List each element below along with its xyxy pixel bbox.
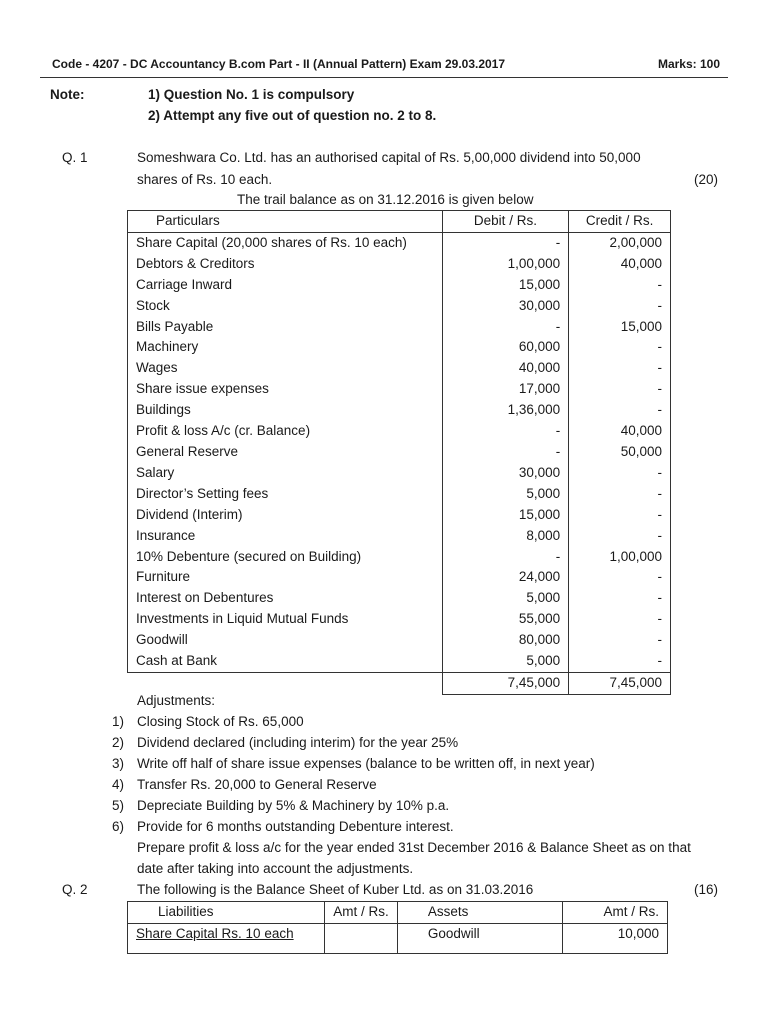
table-row [128, 275, 671, 296]
q1-instruction: date after taking into account the adjustments. [137, 861, 414, 876]
table-row [128, 379, 671, 400]
column-header: Amt / Rs. [324, 902, 397, 924]
credit-cell: - [569, 296, 671, 317]
credit-cell: 15,000 [569, 317, 671, 338]
credit-cell: - [569, 484, 671, 505]
credit-cell: - [569, 630, 671, 651]
particulars-cell: Cash at Bank [128, 651, 443, 672]
adjustment-number: 5) [111, 798, 124, 813]
credit-cell: - [569, 275, 671, 296]
note-item: 1) Question No. 1 is compulsory [148, 87, 355, 102]
table-row [128, 232, 671, 253]
balance-sheet-table [127, 901, 668, 954]
debit-cell: 30,000 [442, 463, 568, 484]
table-row [128, 484, 671, 505]
debit-cell: - [442, 547, 568, 568]
debit-cell: 15,000 [442, 505, 568, 526]
adjustment-text: Transfer Rs. 20,000 to General Reserve [137, 777, 377, 792]
column-header: Particulars [128, 211, 443, 233]
debit-cell: - [442, 232, 568, 253]
credit-cell: - [569, 609, 671, 630]
credit-cell: - [569, 588, 671, 609]
table-caption: The trail balance as on 31.12.2016 is given below [237, 192, 534, 207]
debit-total: 7,45,000 [442, 672, 568, 694]
credit-cell: - [569, 567, 671, 588]
credit-total: 7,45,000 [569, 672, 671, 694]
table-row [128, 296, 671, 317]
adjustment-text: Provide for 6 months outstanding Debenture interest. [137, 819, 454, 834]
particulars-cell: Furniture [128, 567, 443, 588]
total-spacer [128, 672, 443, 694]
table-row [128, 317, 671, 338]
credit-cell: - [569, 358, 671, 379]
credit-cell: 40,000 [569, 254, 671, 275]
adjustment-number: 1) [111, 714, 124, 729]
particulars-cell: Wages [128, 358, 443, 379]
adjustment-text: Write off half of share issue expenses (balance to be written off, in next year) [137, 756, 595, 771]
table-row [128, 254, 671, 275]
column-header: Assets [397, 902, 562, 924]
debit-cell: 30,000 [442, 296, 568, 317]
total-row [128, 672, 671, 694]
debit-cell: - [442, 442, 568, 463]
particulars-cell: Stock [128, 296, 443, 317]
table-row [128, 505, 671, 526]
credit-cell: - [569, 379, 671, 400]
table-row [128, 547, 671, 568]
q1-label: Q. 1 [62, 150, 88, 165]
credit-cell: - [569, 463, 671, 484]
debit-cell: - [442, 317, 568, 338]
column-header: Amt / Rs. [563, 902, 668, 924]
debit-cell: 15,000 [442, 275, 568, 296]
credit-cell: - [569, 505, 671, 526]
debit-cell: 80,000 [442, 630, 568, 651]
particulars-cell: Interest on Debentures [128, 588, 443, 609]
particulars-cell: Debtors & Creditors [128, 254, 443, 275]
column-header: Liabilities [128, 902, 325, 924]
debit-cell: 1,00,000 [442, 254, 568, 275]
adjustment-text: Depreciate Building by 5% & Machinery by 10% p.a. [137, 798, 450, 813]
particulars-cell: Profit & loss A/c (cr. Balance) [128, 421, 443, 442]
adjustments-label: Adjustments: [137, 693, 216, 708]
particulars-cell: Carriage Inward [128, 275, 443, 296]
particulars-cell: Salary [128, 463, 443, 484]
trial-balance-table [127, 210, 671, 695]
debit-cell: 24,000 [442, 567, 568, 588]
particulars-cell: Investments in Liquid Mutual Funds [128, 609, 443, 630]
table-row [128, 358, 671, 379]
q2-marks: (16) [693, 882, 718, 897]
column-header: Debit / Rs. [442, 211, 568, 233]
note-item: 2) Attempt any five out of question no. 2 to 8. [148, 108, 437, 123]
credit-cell: - [569, 526, 671, 547]
credit-cell: 2,00,000 [569, 232, 671, 253]
liability-cell: Share Capital Rs. 10 each [128, 923, 325, 953]
debit-cell: 17,000 [442, 379, 568, 400]
q1-text: Someshwara Co. Ltd. has an authorised capital of Rs. 5,00,000 dividend into 50,000 [137, 150, 641, 165]
exam-header-title: Code - 4207 - DC Accountancy B.com Part - II (Annual Pattern) Exam 29.03.2017 [52, 57, 506, 71]
debit-cell: 1,36,000 [442, 400, 568, 421]
particulars-cell: Goodwill [128, 630, 443, 651]
particulars-cell: Buildings [128, 400, 443, 421]
table-header-row [128, 211, 671, 233]
q1-marks: (20) [693, 172, 718, 187]
table-row [128, 630, 671, 651]
particulars-cell: Share issue expenses [128, 379, 443, 400]
debit-cell: 5,000 [442, 651, 568, 672]
particulars-cell: Director’s Setting fees [128, 484, 443, 505]
q2-text: The following is the Balance Sheet of Kuber Ltd. as on 31.03.2016 [137, 882, 534, 897]
particulars-cell: Share Capital (20,000 shares of Rs. 10 each) [128, 232, 443, 253]
table-row [128, 337, 671, 358]
amount-cell [324, 923, 397, 953]
credit-cell: 40,000 [569, 421, 671, 442]
adjustment-text: Dividend declared (including interim) for the year 25% [137, 735, 459, 750]
table-row [128, 400, 671, 421]
table-row [128, 609, 671, 630]
table-row [128, 651, 671, 672]
table-row [128, 421, 671, 442]
q1-instruction: Prepare profit & loss a/c for the year ended 31st December 2016 & Balance Sheet as on that [137, 840, 691, 855]
table-row [128, 526, 671, 547]
debit-cell: 60,000 [442, 337, 568, 358]
debit-cell: 40,000 [442, 358, 568, 379]
header-divider [40, 77, 728, 78]
adjustment-text: Closing Stock of Rs. 65,000 [137, 714, 304, 729]
debit-cell: 8,000 [442, 526, 568, 547]
amount-cell: 10,000 [563, 923, 668, 953]
table-row [128, 567, 671, 588]
table-row [128, 588, 671, 609]
adjustment-number: 4) [111, 777, 124, 792]
adjustment-number: 6) [111, 819, 124, 834]
particulars-cell: Insurance [128, 526, 443, 547]
q2-label: Q. 2 [62, 882, 88, 897]
debit-cell: - [442, 421, 568, 442]
particulars-cell: Machinery [128, 337, 443, 358]
debit-cell: 55,000 [442, 609, 568, 630]
q1-text: shares of Rs. 10 each. [137, 172, 273, 187]
particulars-cell: Dividend (Interim) [128, 505, 443, 526]
table-row [128, 442, 671, 463]
debit-cell: 5,000 [442, 484, 568, 505]
credit-cell: 50,000 [569, 442, 671, 463]
credit-cell: 1,00,000 [569, 547, 671, 568]
exam-marks: Marks: 100 [657, 57, 720, 71]
particulars-cell: 10% Debenture (secured on Building) [128, 547, 443, 568]
adjustment-number: 3) [111, 756, 124, 771]
credit-cell: - [569, 651, 671, 672]
table-row [128, 463, 671, 484]
debit-cell: 5,000 [442, 588, 568, 609]
credit-cell: - [569, 400, 671, 421]
adjustment-number: 2) [111, 735, 124, 750]
credit-cell: - [569, 337, 671, 358]
note-label: Note: [50, 87, 85, 102]
particulars-cell: Bills Payable [128, 317, 443, 338]
particulars-cell: General Reserve [128, 442, 443, 463]
column-header: Credit / Rs. [569, 211, 671, 233]
asset-cell: Goodwill [397, 923, 562, 953]
